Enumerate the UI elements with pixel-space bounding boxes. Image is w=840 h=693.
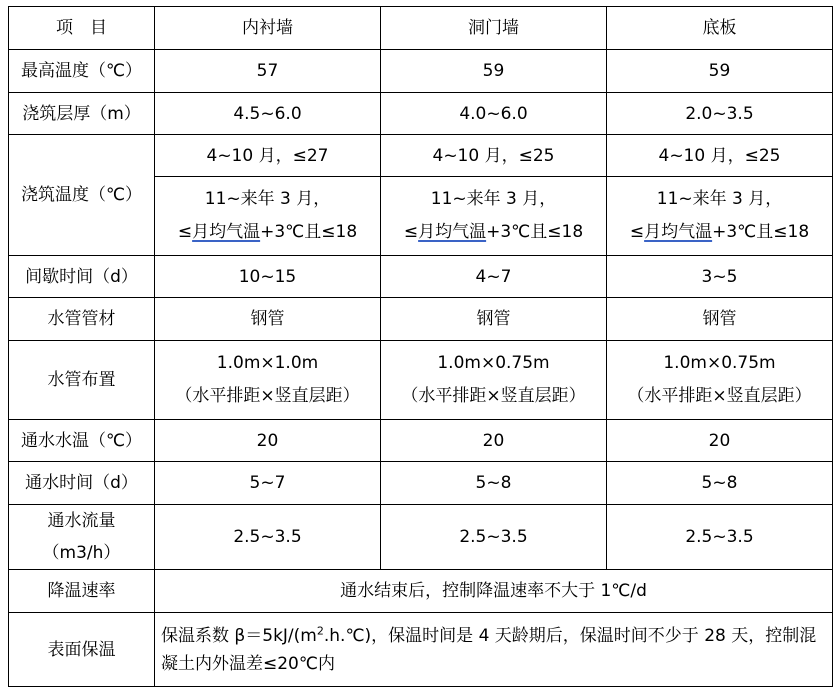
cell-line: （水平排距×竖直层距） <box>627 386 812 406</box>
underlined-text: 月均气温 <box>418 222 487 242</box>
text: +3℃且≤18 <box>260 222 358 242</box>
cell: 钢管 <box>607 298 833 341</box>
header-item: 项 目 <box>9 7 155 50</box>
cell: 5~8 <box>607 462 833 505</box>
cell <box>607 341 833 420</box>
table-row <box>9 570 833 613</box>
row-label: 最高温度（℃） <box>9 50 155 93</box>
cell: 20 <box>155 420 381 462</box>
row-label: 通水水温（℃） <box>9 420 155 462</box>
text: +3℃且≤18 <box>486 222 584 242</box>
cell: 5~8 <box>381 462 607 505</box>
cell: 5~7 <box>155 462 381 505</box>
cell-line: 1.0m×1.0m <box>216 353 319 373</box>
cell: 2.5~3.5 <box>155 505 381 570</box>
cell: 59 <box>607 50 833 93</box>
row-label: 浇筑温度（℃） <box>9 135 155 256</box>
cell: 10~15 <box>155 256 381 298</box>
cell: 2.0~3.5 <box>607 93 833 135</box>
cell: 59 <box>381 50 607 93</box>
table-row <box>9 341 833 420</box>
row-label: 降温速率 <box>9 570 155 613</box>
cell <box>155 177 381 256</box>
cell: 钢管 <box>381 298 607 341</box>
text: ≤ <box>403 222 419 242</box>
header-row <box>9 7 833 50</box>
cell-line: （水平排距×竖直层距） <box>175 386 360 406</box>
cell: 4.0~6.0 <box>381 93 607 135</box>
cell-line: 1.0m×0.75m <box>437 353 550 373</box>
table-row <box>9 420 833 462</box>
table-row <box>9 135 833 177</box>
cell: 2.5~3.5 <box>607 505 833 570</box>
cell-line: 11~来年 3 月， <box>656 189 783 209</box>
table-row <box>9 93 833 135</box>
text: ≤ <box>629 222 645 242</box>
cell-line <box>611 216 828 249</box>
text: .h.℃)，保温时间是 4 天龄期后，保温时间不少于 28 天，控制混凝土内外温差≤20℃内 <box>161 625 817 674</box>
cell: 钢管 <box>155 298 381 341</box>
underlined-text: 月均气温 <box>192 222 261 242</box>
header-col-3: 底板 <box>607 7 833 50</box>
header-col-2: 洞门墙 <box>381 7 607 50</box>
table-row <box>9 462 833 505</box>
cell: 2.5~3.5 <box>381 505 607 570</box>
cell: 4.5~6.0 <box>155 93 381 135</box>
cell: 通水结束后，控制降温速率不大于 1℃/d <box>155 570 833 613</box>
cell <box>155 341 381 420</box>
cell: 4~10 月，≤27 <box>155 135 381 177</box>
table-row <box>9 50 833 93</box>
cell: 4~10 月，≤25 <box>607 135 833 177</box>
cell <box>381 341 607 420</box>
cell: 20 <box>607 420 833 462</box>
text: ≤ <box>177 222 193 242</box>
cell: 4~10 月，≤25 <box>381 135 607 177</box>
construction-parameters-table <box>8 6 833 687</box>
header-col-1: 内衬墙 <box>155 7 381 50</box>
cell-line: 11~来年 3 月， <box>204 189 331 209</box>
table-row <box>9 256 833 298</box>
cell-line <box>385 216 602 249</box>
cell: 57 <box>155 50 381 93</box>
cell: 20 <box>381 420 607 462</box>
text: 保温系数 β＝5kJ/(m <box>161 625 317 646</box>
row-label: 通水流量（m3/h） <box>9 505 155 570</box>
cell-line <box>159 216 376 249</box>
cell <box>607 177 833 256</box>
row-label: 表面保温 <box>9 613 155 687</box>
table-row <box>9 298 833 341</box>
table-row <box>9 613 833 687</box>
row-label: 通水时间（d） <box>9 462 155 505</box>
row-label: 水管布置 <box>9 341 155 420</box>
text: +3℃且≤18 <box>712 222 810 242</box>
cell <box>155 613 833 687</box>
row-label: 水管管材 <box>9 298 155 341</box>
cell: 4~7 <box>381 256 607 298</box>
cell <box>381 177 607 256</box>
superscript: 2 <box>316 623 324 637</box>
cell-line: 11~来年 3 月， <box>430 189 557 209</box>
cell-line: 1.0m×0.75m <box>663 353 776 373</box>
underlined-text: 月均气温 <box>644 222 713 242</box>
row-label: 浇筑层厚（m） <box>9 93 155 135</box>
cell: 3~5 <box>607 256 833 298</box>
row-label: 间歇时间（d） <box>9 256 155 298</box>
cell-line: （水平排距×竖直层距） <box>401 386 586 406</box>
table-row <box>9 505 833 570</box>
